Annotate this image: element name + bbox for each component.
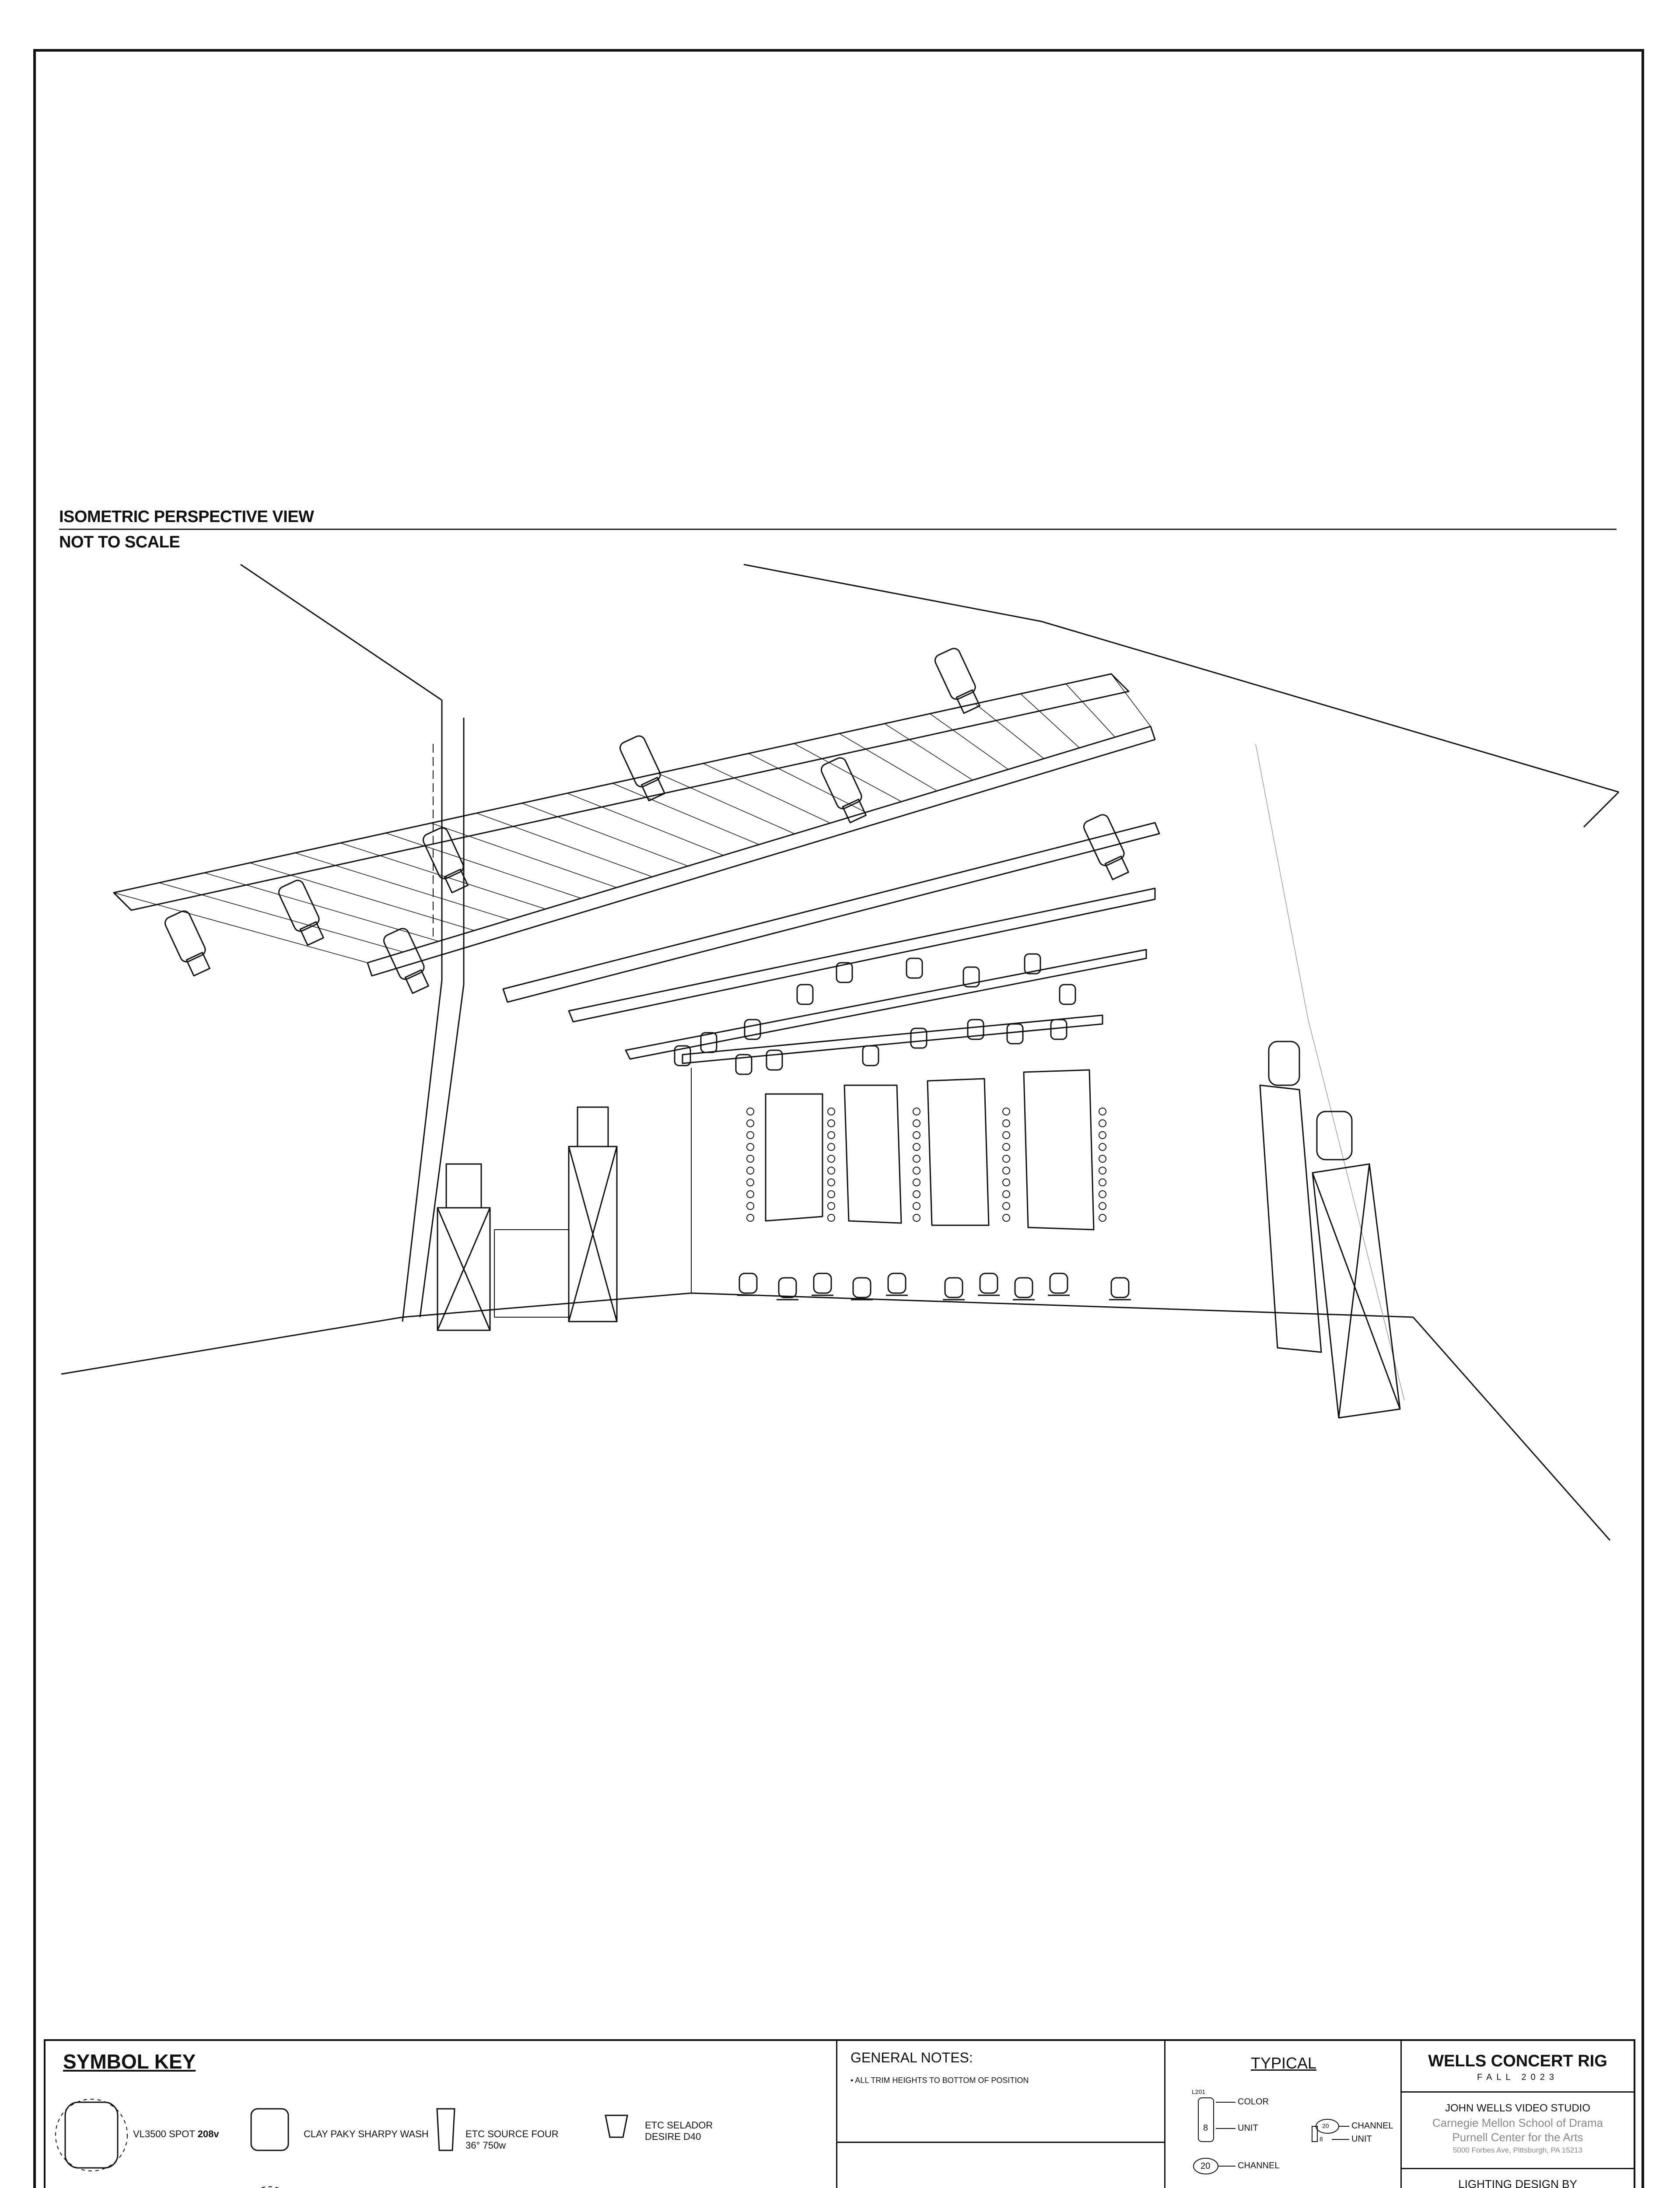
typical-unit-num: 8 <box>1203 2123 1208 2133</box>
spot-fixture <box>906 958 922 978</box>
info-divider-1 <box>1402 2091 1634 2093</box>
moving-head-fixture <box>819 756 866 823</box>
moving-head-fixture <box>1082 813 1129 880</box>
key-sharpy-wash-label: CLAY PAKY SHARPY WASH <box>304 2128 429 2139</box>
floor-moving-head <box>1109 1278 1131 1300</box>
typical-color-code: L201 <box>1192 2088 1206 2095</box>
moving-head-fixture <box>618 734 665 801</box>
spot-fixture <box>863 1046 878 1066</box>
key-vl3500-label: VL3500 SPOT 208v <box>133 2128 219 2139</box>
selador-desire-icon <box>606 2115 627 2137</box>
spot-fixture <box>766 1050 782 1070</box>
typical-title: TYPICAL <box>1250 2054 1317 2072</box>
symbol-key-title: SYMBOL KEY <box>63 2050 196 2073</box>
venue-name: JOHN WELLS VIDEO STUDIO <box>1445 2102 1591 2114</box>
building-name: Purnell Center for the Arts <box>1452 2131 1583 2144</box>
general-note-item: • ALL TRIM HEIGHTS TO BOTTOM OF POSITION <box>850 2076 1029 2085</box>
moving-head-fixture <box>277 878 324 945</box>
show-title: WELLS CONCERT RIG <box>1428 2052 1607 2070</box>
typical-channel2-label: CHANNEL <box>1351 2121 1393 2131</box>
sharpy-wash-icon <box>251 2109 288 2150</box>
design-line-1: LIGHTING DESIGN BY <box>1458 2177 1577 2188</box>
floor-moving-head <box>943 1278 965 1300</box>
right-tower <box>1260 1041 1400 1418</box>
floor-fixtures <box>737 1273 1131 1300</box>
proscenium-column <box>402 700 464 1322</box>
typical-unit2-label: UNIT <box>1351 2134 1372 2144</box>
floor-moving-head <box>851 1278 873 1300</box>
typical-panel <box>1166 2041 1402 2188</box>
floor-moving-head <box>886 1273 908 1295</box>
general-notes-panel <box>837 2041 1166 2188</box>
floor-moving-head <box>1048 1273 1070 1295</box>
general-notes-title: GENERAL NOTES: <box>850 2050 973 2065</box>
info-divider-2 <box>1402 2168 1634 2169</box>
typical-channel-num: 20 <box>1200 2161 1211 2171</box>
symbol-key-icons <box>46 2041 837 2188</box>
source-four-icon <box>437 2109 455 2150</box>
left-towers <box>438 1107 617 1330</box>
spot-fixture <box>1060 985 1075 1004</box>
address: 5000 Forbes Ave, Pittsburgh, PA 15213 <box>1452 2146 1583 2154</box>
floor-moving-head <box>1013 1278 1035 1300</box>
vl3500-spot-icon <box>65 2102 118 2168</box>
typical-unit-label: UNIT <box>1238 2123 1258 2133</box>
moving-head-fixture <box>933 646 980 713</box>
front-truss <box>114 674 1155 976</box>
moving-head-fixture <box>421 826 468 893</box>
floor-moving-head <box>978 1273 1000 1295</box>
mid-truss <box>503 823 1159 1063</box>
season-label: FALL 2023 <box>1477 2072 1558 2082</box>
view-subtitle: NOT TO SCALE <box>59 533 180 551</box>
typical-color-label: COLOR <box>1238 2097 1269 2107</box>
spot-fixture <box>1051 1020 1067 1039</box>
symbol-key-panel <box>46 2041 837 2188</box>
title-block <box>44 2039 1635 2188</box>
room-outline <box>61 565 1619 1540</box>
spot-fixture <box>797 985 813 1004</box>
project-info-panel <box>1402 2041 1634 2188</box>
key-source-four-label: ETC SOURCE FOUR 36° 750w <box>466 2128 559 2151</box>
floor-moving-head <box>812 1273 833 1295</box>
typical-u2-num: 8 <box>1320 2135 1323 2142</box>
truss-rungs <box>114 674 1151 963</box>
typical-ch2-num: 20 <box>1322 2122 1329 2129</box>
typical-channel-label: CHANNEL <box>1238 2161 1280 2170</box>
panel-side-lights <box>747 1108 1106 1221</box>
moving-head-fixture <box>163 909 210 976</box>
key-selador-label: ETC SELADOR DESIRE D40 <box>645 2120 713 2142</box>
floor-moving-head <box>737 1273 759 1295</box>
notes-divider <box>837 2142 1166 2143</box>
view-title: ISOMETRIC PERSPECTIVE VIEW <box>59 508 314 526</box>
spot-fixture <box>1007 1024 1023 1044</box>
led-panels <box>766 1070 1094 1230</box>
school-name: Carnegie Mellon School of Drama <box>1432 2116 1603 2129</box>
